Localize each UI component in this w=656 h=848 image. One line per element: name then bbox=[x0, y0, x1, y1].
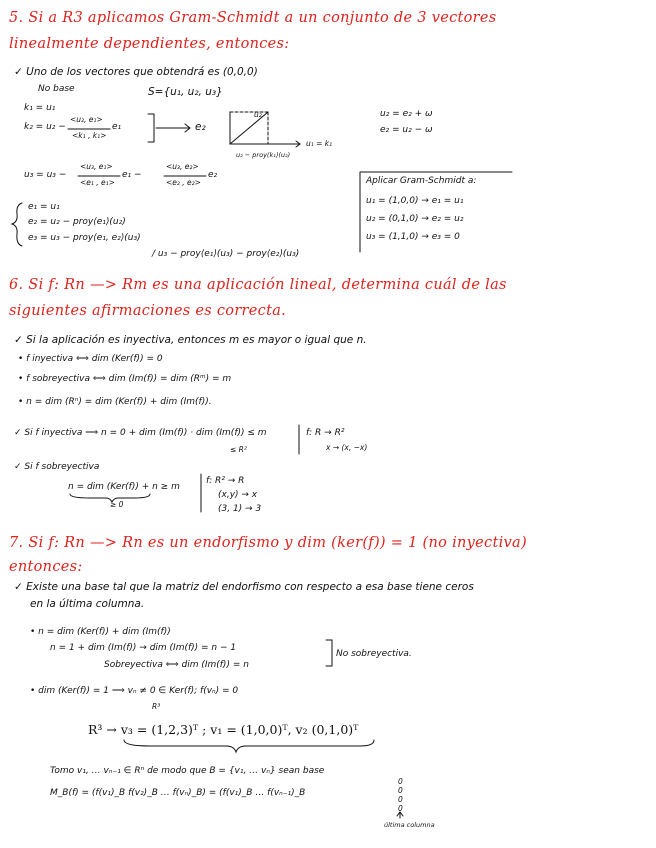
q5-k3-tail: e₂ bbox=[208, 170, 218, 180]
q6-surjective-ge0: ≥ 0 bbox=[110, 500, 124, 509]
q5-no-base: No base bbox=[38, 84, 75, 94]
q5-k1: k₁ = u₁ bbox=[24, 103, 56, 113]
q5-arrow-to-e2 bbox=[156, 124, 190, 132]
q5-k2-den: <k₁ , k₁> bbox=[72, 131, 107, 140]
q5-diagram-u2: u₂ bbox=[254, 110, 262, 119]
q6-answer: ✓ Si la aplicación es inyectiva, entonces m es mayor o igual que n. bbox=[14, 334, 367, 346]
q7-bullet3: Sobreyectiva ⟺ dim (Im(f)) = n bbox=[104, 660, 249, 670]
q7-zero-3: 0 bbox=[398, 795, 403, 804]
q5-k3-den1: <e₁ , e₁> bbox=[80, 178, 115, 187]
q6-surjective-map3: (3, 1) → 3 bbox=[218, 504, 262, 514]
q6-injective: ✓ Si f inyectiva ⟹ n = 0 + dim (Im(f)) · dim (Im(f)) ≤ m bbox=[14, 428, 267, 438]
q5-k3-num2: <u₃, e₂> bbox=[166, 162, 199, 171]
q5-rel1: u₂ = e₂ + ω bbox=[380, 109, 433, 119]
q5-k3-mid: e₁ − bbox=[122, 170, 142, 180]
q5-sys2: e₂ = u₂ − proy⟨e₁⟩(u₂) bbox=[28, 217, 126, 227]
q7-vectors-underbrace bbox=[124, 740, 374, 752]
q5-diagram-proj: u₂ − proy⟨k₁⟩(u₂) bbox=[236, 151, 291, 159]
q7-bracket bbox=[326, 640, 332, 666]
q6-surjective: ✓ Si f sobreyectiva bbox=[14, 462, 100, 472]
q6-injective-sub: ≤ R² bbox=[230, 445, 247, 454]
q7-zero-2: 0 bbox=[398, 786, 403, 795]
q5-k3-den2: <e₂ , e₂> bbox=[166, 178, 201, 187]
q5-k2-lhs: k₂ = u₂ − bbox=[24, 122, 66, 132]
q5-k3-num1: <u₃, e₁> bbox=[80, 162, 113, 171]
q7-answer-line1: ✓ Existe una base tal que la matriz del endorfismo con respecto a esa base tiene ceros bbox=[14, 581, 474, 593]
q5-e2: e₂ bbox=[195, 121, 206, 133]
q6-surjective-underbrace bbox=[70, 494, 150, 502]
q5-k3-lhs: u₃ = u₃ − bbox=[24, 170, 67, 180]
q5-answer-box bbox=[360, 172, 512, 252]
q6-bullet3: • n = dim (Rⁿ) = dim (Ker(f)) + dim (Im(f)). bbox=[18, 397, 212, 407]
q7-last-column-arrow bbox=[397, 812, 403, 818]
q5-title-line2: linealmente dependientes, entonces: bbox=[9, 36, 290, 52]
q5-rel2: e₂ = u₂ − ω bbox=[380, 125, 433, 135]
q6-bullet2: • f sobreyectiva ⟺ dim (Im(f)) = dim (Rᵐ) = m bbox=[18, 374, 232, 384]
q5-k2-num: <u₂, e₁> bbox=[70, 115, 103, 124]
q7-take-basis: Tomo v₁, … vₙ₋₁ ∈ Rⁿ de modo que B = {v₁, … vₙ} sean base bbox=[50, 766, 325, 776]
q5-system-brace bbox=[12, 203, 22, 246]
q7-title-line2: entonces: bbox=[9, 559, 83, 575]
q7-bullet1: • n = dim (Ker(f)) + dim (Im(f)) bbox=[30, 627, 171, 637]
q5-sys3: e₃ = u₃ − proy⟨e₁, e₂⟩(u₃) bbox=[28, 233, 141, 243]
q7-answer-line2: en la última columna. bbox=[30, 598, 145, 610]
q6-title-line1: 6. Si f: Rn —> Rm es una aplicación lineal, determina cuál de las bbox=[9, 277, 507, 293]
q7-title-line1: 7. Si f: Rn —> Rn es un endorfismo y dim (ker(f)) = 1 (no inyectiva) bbox=[9, 535, 527, 551]
q5-sys1: e₁ = u₁ bbox=[28, 202, 60, 212]
q7-last-column: última columna bbox=[384, 821, 435, 829]
q7-matrix: M_B(f) = (f(v₁)_B f(v₂)_B … f(vₙ)_B) = (f(v₁)_B … f(vₙ₋₁)_B bbox=[50, 788, 306, 798]
q5-title-line1: 5. Si a R3 aplicamos Gram-Schmidt a un conjunto de 3 vectores bbox=[9, 10, 497, 26]
q6-injective-map2: x → (x, −x) bbox=[326, 443, 368, 452]
q5-box3: u₃ = (1,1,0) → e₃ = 0 bbox=[366, 232, 460, 242]
q5-diagram-vector bbox=[230, 112, 268, 144]
q5-box1: u₁ = (1,0,0) → e₁ = u₁ bbox=[366, 196, 464, 206]
q7-bullet4: • dim (Ker(f)) = 1 ⟹ vₙ ≠ 0 ∈ Ker(f); f(vₙ) = 0 bbox=[30, 686, 239, 696]
q5-set-s: S={u₁, u₂, u₃} bbox=[148, 86, 223, 98]
q5-answer: ✓ Uno de los vectores que obtendrá es (0,0,0) bbox=[14, 66, 258, 78]
q6-bullet1: • f inyectiva ⟺ dim (Ker(f)) = 0 bbox=[18, 354, 163, 364]
q7-bullet2: n = 1 + dim (Im(f)) → dim (Im(f)) = n − 1 bbox=[50, 643, 237, 653]
q5-diagram-axis: u₁ = k₁ bbox=[306, 139, 333, 148]
q5-box2: u₂ = (0,1,0) → e₂ = u₂ bbox=[366, 214, 464, 224]
q5-k2-tail: e₁ bbox=[112, 122, 122, 132]
q5-sys4: / u₃ − proy⟨e₁⟩(u₃) − proy⟨e₂⟩(u₃) bbox=[152, 249, 300, 259]
q7-zero-1: 0 bbox=[398, 777, 403, 786]
q7-bullet4-sub: R³ bbox=[152, 702, 161, 711]
q5-box-title: Aplicar Gram-Schmidt a: bbox=[366, 176, 477, 186]
q7-note: No sobreyectiva. bbox=[336, 649, 412, 659]
q6-injective-map1: f: R → R² bbox=[306, 428, 345, 438]
q7-zero-4: 0 bbox=[398, 804, 403, 813]
q6-title-line2: siguientes afirmaciones es correcta. bbox=[9, 303, 287, 319]
q6-surjective-eq: n = dim (Ker(f)) + n ≥ m bbox=[68, 482, 180, 492]
q5-bracket bbox=[148, 114, 154, 142]
q6-surjective-map1: f: R² → R bbox=[206, 476, 245, 486]
q7-vectors: R³ → v₃ = (1,2,3)ᵀ ; v₁ = (1,0,0)ᵀ, v₂ (0,1,0)ᵀ bbox=[88, 722, 359, 737]
q6-surjective-map2: (x,y) → x bbox=[218, 490, 258, 500]
